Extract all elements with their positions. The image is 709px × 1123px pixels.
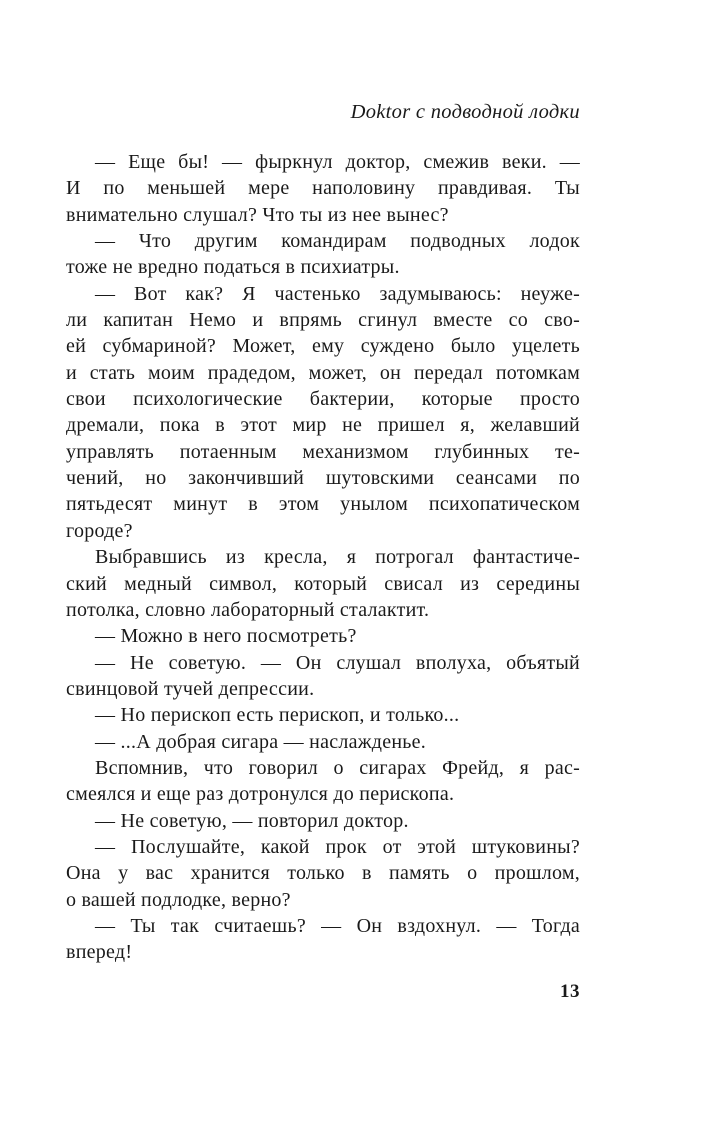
text-body [66,149,580,966]
text-line: И по меньшей мере наполовину правдивая. Ты [66,177,580,200]
text-line: — Послушайте, какой прок от этой штуковины? [95,835,580,858]
text-line: вперед! [66,941,133,964]
paragraph [66,834,580,913]
text-line: дремали, пока в этот мир не пришел я, желавший [66,414,580,437]
text-line: ли капитан Немо и впрямь сгинул вместе со сво- [66,309,580,332]
text-line: ей субмариной? Может, ему суждено было уцелеть [66,335,580,358]
paragraph [66,702,580,728]
text-line: — Можно в него посмотреть? [95,625,357,648]
text-line: о вашей подлодке, верно? [66,888,291,911]
text-line: управлять потаенным механизмом глубинных те- [66,440,580,463]
text-line: — Но перископ есть перископ, и только... [95,704,460,727]
text-line: потолка, словно лабораторный сталактит. [66,598,430,621]
paragraph [66,808,580,834]
text-line: чений, но закончивший шутовскими сеансами по [66,467,580,490]
text-line: — ...А добрая сигара — наслажденье. [95,730,427,753]
text-line: свинцовой тучей депрессии. [66,677,315,700]
text-line: и стать моим прадедом, может, он передал потомкам [66,361,580,384]
text-line: городе? [66,519,133,542]
text-line: Вспомнив, что говорил о сигарах Фрейд, я рас- [95,756,580,779]
text-line: Выбравшись из кресла, я потрогал фантастиче- [95,546,580,569]
page-number: 13 [560,981,580,1002]
text-line: — Что другим командирам подводных лодок [95,230,580,253]
text-line: пятьдесят минут в этом унылом психопатическом [66,493,580,516]
running-header: Doktor с подводной лодки [350,101,580,123]
paragraph [66,650,580,703]
paragraph [66,281,580,544]
text-line: ский медный символ, который свисал из середины [66,572,580,595]
text-line: внимательно слушал? Что ты из нее вынес? [66,203,449,226]
text-line: Она у вас хранится только в память о прошлом, [66,862,580,885]
paragraph [66,755,580,808]
text-line: тоже не вредно податься в психиатры. [66,256,400,279]
paragraph [66,228,580,281]
paragraph [66,149,580,228]
paragraph [66,623,580,649]
paragraph [66,729,580,755]
text-line: — Ты так считаешь? — Он вздохнул. — Тогда [95,914,580,937]
text-line: — Вот как? Я частенько задумываюсь: неуже- [95,282,580,305]
text-line: свои психологические бактерии, которые просто [66,388,580,411]
paragraph [66,544,580,623]
paragraph [66,913,580,966]
text-line: — Еще бы! — фыркнул доктор, смежив веки. — [95,151,580,173]
text-line: смеялся и еще раз дотронулся до перископа. [66,783,455,806]
text-line: — Не советую. — Он слушал вполуха, объятый [95,651,580,674]
text-line: — Не советую, — повторил доктор. [95,809,409,832]
